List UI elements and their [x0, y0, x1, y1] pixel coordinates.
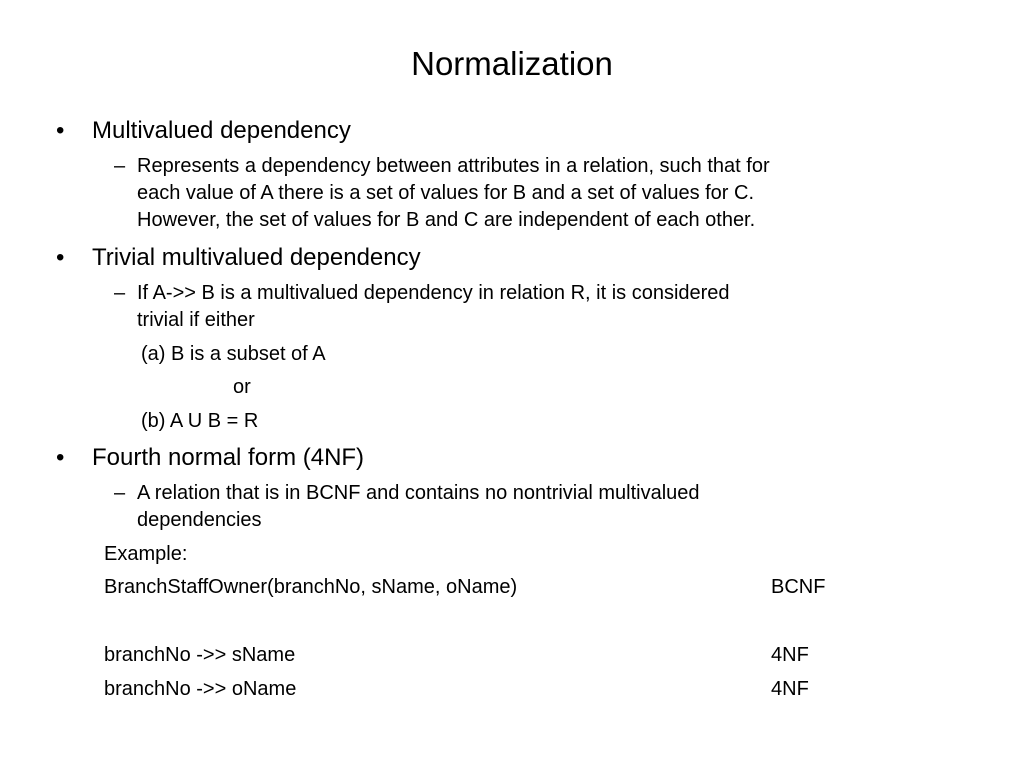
- example-row-right: BCNF: [771, 576, 826, 598]
- bullet-marker: •: [56, 444, 65, 471]
- slide-title: Normalization: [411, 45, 613, 82]
- example-row-left: BranchStaffOwner(branchNo, sName, oName): [104, 576, 518, 598]
- condition-a: (a) B is a subset of A: [141, 343, 326, 365]
- example-row-right: 4NF: [771, 678, 809, 700]
- condition-or: or: [233, 376, 251, 398]
- sub-bullet-marker: –: [114, 155, 126, 177]
- bullet-multivalued-dependency: Multivalued dependency: [92, 117, 351, 144]
- sub-bullet-marker: –: [114, 282, 126, 304]
- bullet-trivial-mvd: Trivial multivalued dependency: [92, 244, 421, 271]
- example-row-left: branchNo ->> oName: [104, 678, 297, 700]
- sub-bullet-trivial-definition: If A->> B is a multivalued dependency in relation R, it is considered trivial if either: [137, 282, 730, 331]
- bullet-marker: •: [56, 244, 65, 271]
- example-label: Example:: [104, 543, 188, 565]
- sub-bullet-marker: –: [114, 482, 126, 504]
- sub-bullet-4nf-definition: A relation that is in BCNF and contains no nontrivial multivalued dependencies: [137, 482, 700, 531]
- condition-b: (b) A U B = R: [141, 410, 259, 432]
- bullet-4nf: Fourth normal form (4NF): [92, 444, 365, 471]
- example-row-left: branchNo ->> sName: [104, 644, 296, 666]
- example-row-right: 4NF: [771, 644, 809, 666]
- bullet-marker: •: [56, 117, 65, 144]
- sub-bullet-mvd-definition: Represents a dependency between attributes in a relation, such that for each value of A there is a set of values for B and a set of values for C. However, the set of values for B and C are independent of each other.: [137, 155, 770, 231]
